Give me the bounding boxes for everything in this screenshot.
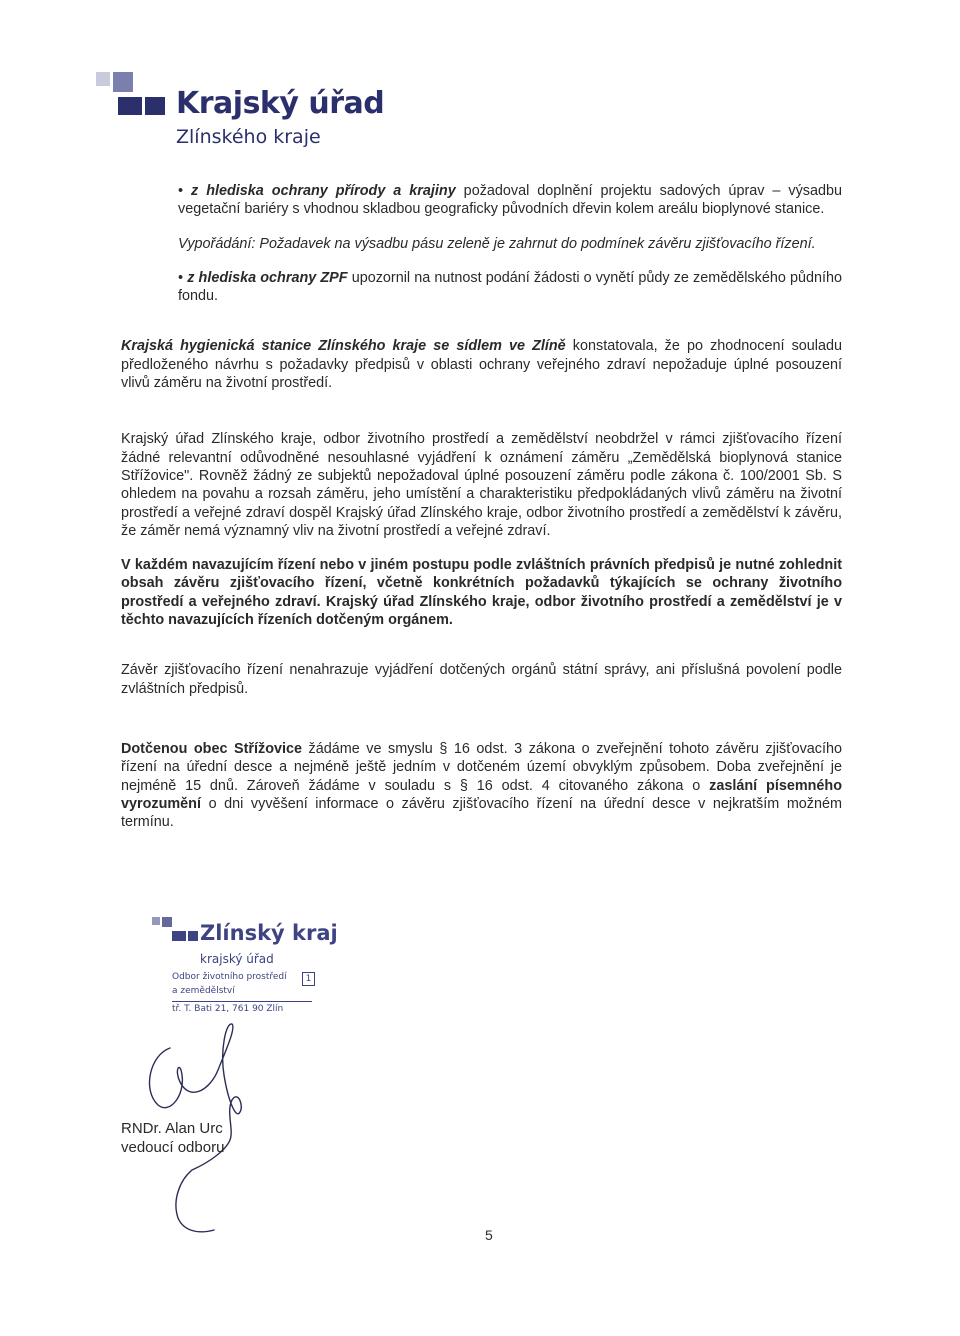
paragraph-lead: z hlediska ochrany ZPF bbox=[187, 269, 348, 286]
logo-square bbox=[96, 72, 110, 86]
stamp-square bbox=[172, 931, 186, 941]
stamp-square bbox=[162, 917, 172, 927]
logo-subtitle: Zlínského kraje bbox=[176, 126, 321, 148]
paragraph-zpf: • z hlediska ochrany ZPF upozornil na nutnost podání žádosti o vynětí půdy ze zemědělského půdního fondu. bbox=[178, 269, 842, 305]
signer-block bbox=[121, 1119, 224, 1157]
paragraph-follow-up-proceedings: V každém navazujícím řízení nebo v jiném postupu podle zvláštních právních předpisů je nutné zohlednit obsah závěru zjišťovacího řízení, včetně konkrétních požadavků týkajících se ochrany životního prostředí a veřejného zdraví. Krajský úřad Zlínského kraje, odbor životního prostředí a zemědělství je v těchto navazujících řízeních dotčeným orgánem. bbox=[121, 557, 842, 629]
signer-name: RNDr. Alan Urc bbox=[121, 1120, 223, 1137]
stamp-title: Zlínský kraj bbox=[200, 921, 338, 945]
stamp-address: tř. T. Bati 21, 761 90 Zlín bbox=[172, 1004, 284, 1014]
office-stamp bbox=[150, 915, 338, 1025]
logo-square bbox=[113, 72, 133, 92]
krajsky-urad-logo bbox=[96, 72, 385, 152]
paragraph-conclusion: Krajský úřad Zlínského kraje, odbor životního prostředí a zemědělství neobdržel v rámci zjišťovacího řízení žádné relevantní odůvodněné nesouhlasné vyjádření k oznámení záměru „Zemědělská bioplynová stanice Střížovice". Rovněž žádný ze subjektů nepožadoval úplné posouzení záměru podle zákona č. 100/2001 Sb. S ohledem na povahu a rozsah záměru, jeho umístění a charakteristiku předpokládaných vlivů záměru na životní prostředí a veřejné zdraví dospěl Krajský úřad Zlínského kraje, odbor životního prostředí a zemědělství k závěru, že záměr nemá významný vliv na životní prostředí a veřejné zdraví. bbox=[121, 431, 842, 539]
stamp-department-2: a zemědělství bbox=[172, 986, 235, 996]
stamp-divider bbox=[172, 1001, 312, 1002]
paragraph-lead: Dotčenou obec Střížovice bbox=[121, 740, 303, 757]
logo-square bbox=[118, 97, 142, 115]
logo-title: Krajský úřad bbox=[176, 86, 385, 121]
paragraph-lead: z hlediska ochrany přírody a krajiny bbox=[191, 183, 456, 199]
stamp-square bbox=[188, 931, 198, 941]
logo-square bbox=[145, 97, 165, 115]
page-number: 5 bbox=[485, 1227, 493, 1243]
paragraph-text: žádáme ve smyslu § 16 odst. 3 zákona o zveřejnění tohoto závěru zjišťovacího řízení na úřední desce a nejméně ještě jedním v dotčeném území obvyklým způsobem. Doba zveřejnění je nejméně 15 dnů. Zároveň žádáme v souladu s § 16 odst. 4 citovaného zákona o bbox=[121, 740, 843, 794]
paragraph-text: požadoval doplnění projektu sadových úprav – výsadbu vegetační bariéry s vhodnou skladbou geograficky původních dřevin kolem areálu bioplynové stanice. bbox=[178, 183, 843, 218]
paragraph-text: o dni vyvěšení informace o závěru zjišťovacího řízení na úřední desce v nejkratším možném termínu. bbox=[121, 795, 842, 831]
paragraph-emphasis: zaslání písemného vyrozumění bbox=[121, 777, 842, 812]
paragraph-text: konstatovala, že po zhodnocení souladu předloženého návrhu s požadavky předpisů v oblasti ochrany veřejného zdraví nepožaduje úplné posouzení vlivů záměru na životní prostředí. bbox=[121, 338, 842, 392]
paragraph-resolution: Vypořádání: Požadavek na výsadbu pásu zeleně je zahrnut do podmínek závěru zjišťovacího řízení. bbox=[178, 235, 816, 252]
paragraph-text: upozornil na nutnost podání žádosti o vynětí půdy ze zemědělského půdního fondu. bbox=[178, 269, 842, 305]
paragraph-municipality-request bbox=[121, 740, 842, 831]
stamp-subtitle: krajský úřad bbox=[200, 952, 274, 966]
stamp-square bbox=[152, 917, 160, 925]
paragraph-lead: Krajská hygienická stanice Zlínského kraje se sídlem ve Zlíně bbox=[121, 338, 566, 355]
paragraph-not-replacing: Závěr zjišťovacího řízení nenahrazuje vyjádření dotčených orgánů státní správy, ani příslušná povolení podle zvláštních předpisů. bbox=[121, 662, 842, 697]
stamp-number: 1 bbox=[302, 972, 315, 986]
paragraph-hygiene-station bbox=[121, 337, 842, 392]
paragraph-nature-protection: • z hlediska ochrany přírody a krajiny požadoval doplnění projektu sadových úprav – výsadbu vegetační bariéry s vhodnou skladbou geograficky původních dřevin kolem areálu bioplynové stanice. bbox=[178, 183, 843, 218]
letter-body bbox=[121, 182, 842, 831]
signer-title: vedoucí odboru bbox=[121, 1139, 225, 1156]
stamp-department: Odbor životního prostředí bbox=[172, 972, 287, 982]
